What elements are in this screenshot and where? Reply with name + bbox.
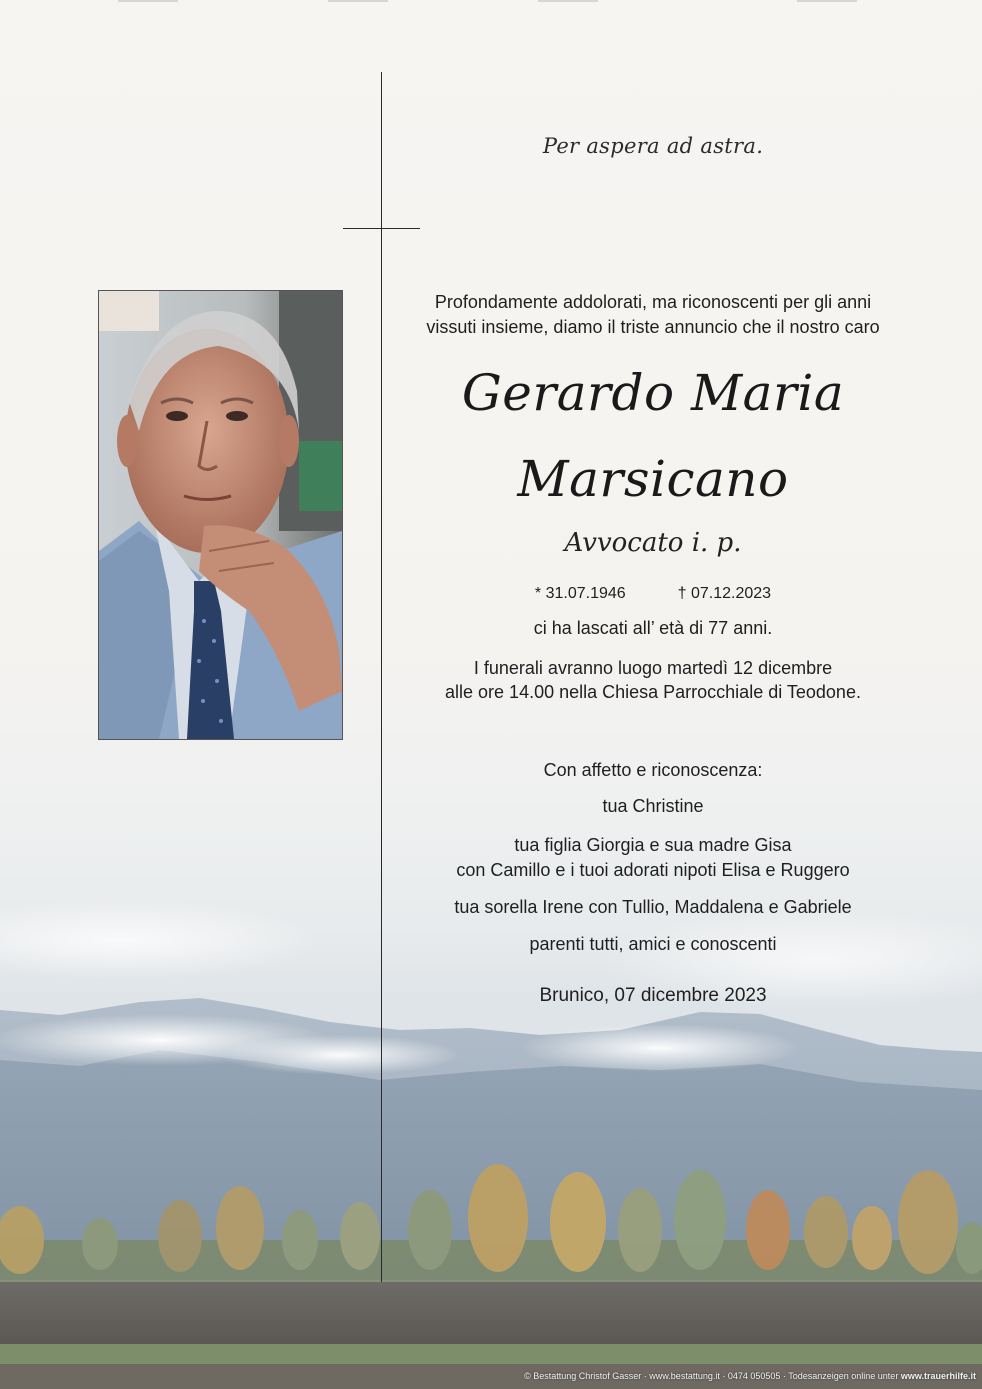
intro-line-2: vissuti insieme, diamo il triste annuncio che il nostro caro bbox=[426, 317, 880, 337]
footer-credits bbox=[300, 1371, 976, 1381]
mourner-daughter bbox=[392, 833, 914, 883]
deceased-name-last: Marsicano bbox=[517, 450, 789, 508]
deceased-title: Avvocato i. p. bbox=[564, 528, 742, 558]
mourner-daughter-line-2: con Camillo e i tuoi adorati nipoti Elisa e Ruggero bbox=[456, 860, 850, 880]
funeral-line-1: I funerali avranno luogo martedì 12 dicembre bbox=[473, 658, 833, 678]
footer-text: © Bestattung Christof Gasser · www.bestattung.it · 0474 050505 · Todesanzeigen online unter bbox=[524, 1371, 901, 1381]
funeral-info bbox=[392, 656, 914, 704]
intro-text bbox=[392, 290, 914, 340]
age-text: ci ha lascati all’ età di 77 anni. bbox=[533, 618, 773, 638]
portrait-illustration bbox=[99, 291, 342, 739]
mourner-daughter-line-1: tua figlia Giorgia e sua madre Gisa bbox=[514, 835, 792, 855]
cross-horizontal-line bbox=[343, 228, 420, 229]
mourner-relatives: parenti tutti, amici e conoscenti bbox=[529, 934, 777, 954]
birth-date: * 31.07.1946 bbox=[534, 585, 626, 602]
intro-line-1: Profondamente addolorati, ma riconoscenti per gli anni bbox=[434, 292, 872, 312]
portrait-photo bbox=[98, 290, 343, 740]
motto: Per aspera ad astra. bbox=[542, 134, 764, 158]
funeral-line-2: alle ore 14.00 nella Chiesa Parrocchiale di Teodone. bbox=[445, 682, 861, 702]
cross-vertical-line bbox=[381, 72, 382, 1282]
mourner-sister: tua sorella Irene con Tullio, Maddalena e Gabriele bbox=[454, 897, 852, 917]
footer-website-link[interactable]: www.trauerhilfe.it bbox=[900, 1371, 976, 1381]
life-dates bbox=[392, 585, 914, 603]
deceased-name-first: Gerardo Maria bbox=[461, 364, 845, 422]
top-crop-marks bbox=[0, 0, 982, 4]
death-date: † 07.12.2023 bbox=[677, 585, 772, 602]
mourners-heading: Con affetto e riconoscenza: bbox=[543, 760, 763, 780]
place-date: Brunico, 07 dicembre 2023 bbox=[539, 985, 767, 1006]
mourner-partner: tua Christine bbox=[602, 796, 704, 816]
